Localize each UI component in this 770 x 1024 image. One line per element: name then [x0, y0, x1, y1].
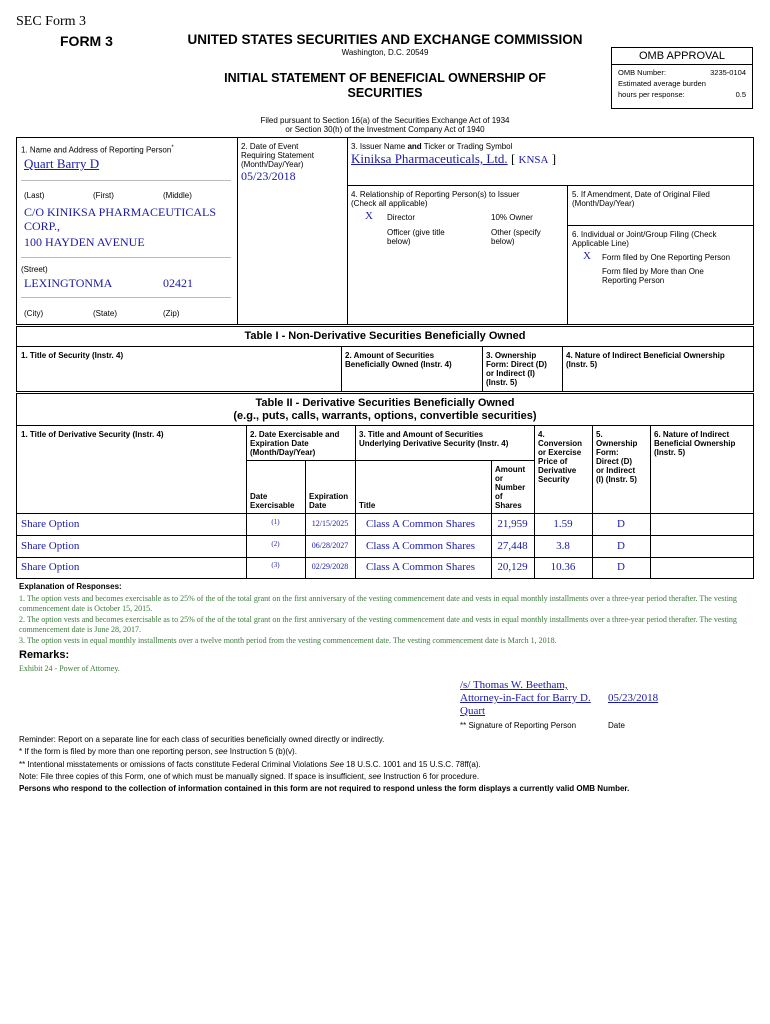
t2-col-nature: 6. Nature of Indirect Beneficial Ownership (Instr. 5)	[654, 430, 736, 457]
zip-label: (Zip)	[163, 309, 180, 318]
footnote-3: Note: File three copies of this Form, one of which must be manually signed. If space is insufficient, see Instruction 6 for procedure.	[19, 771, 480, 781]
director-check[interactable]: X	[365, 210, 373, 222]
more-person-label: Form filed by More than One Reporting Person	[602, 267, 704, 285]
t2-col-underlying: 3. Title and Amount of Securities Underlying Derivative Security (Instr. 4)	[359, 430, 509, 448]
city-value: LEXINGTON	[24, 276, 94, 290]
one-person-label: Form filed by One Reporting Person	[602, 253, 731, 262]
other-label: Other (specify below)	[491, 228, 541, 246]
t2-row2-footnote[interactable]: (2)	[271, 540, 280, 548]
omb-approval-box	[611, 47, 753, 109]
explanation-title: Explanation of Responses:	[19, 582, 122, 591]
filing-label: 6. Individual or Joint/Group Filing (Check Applicable Line)	[572, 230, 717, 248]
filed-pursuant: Filed pursuant to Section 16(a) of the Securities Exchange Act of 1934 or Section 30(h) of the Investment Company Act of 1940	[260, 116, 510, 134]
footnote-1: * If the form is filed by more than one reporting person, see Instruction 5 (b)(v).	[19, 747, 297, 757]
officer-label: Officer (give title below)	[387, 228, 445, 246]
issuer-line: Kiniksa Pharmaceuticals, Ltd. [ KNSA ]	[351, 151, 557, 166]
footer-notes	[19, 734, 754, 795]
commission-location: Washington, D.C. 20549	[341, 48, 429, 57]
state-value: MA	[93, 276, 113, 290]
t2-row1-form: D	[617, 518, 625, 530]
event-date: 05/23/2018	[241, 169, 296, 183]
t2-col-conversion: 4. Conversion or Exercise Price of Derivative Security	[538, 430, 583, 484]
reporting-person-label: 1. Name and Address of Reporting Person*	[21, 145, 174, 155]
t2-row1-shares: 21,959	[497, 518, 528, 530]
reminder: Reminder: Report on a separate line for each class of securities beneficially owned directly or indirectly.	[19, 735, 385, 744]
note-1: 1. The option vests and becomes exercisable as to 25% of the of the total grant on the first anniversary of the vesting commencement date and vests in equal monthly installments over a three-year period therafter. The vesting commencement date is October 15, 2015.	[19, 594, 737, 613]
t2-row2-underlying: Class A Common Shares	[366, 540, 476, 552]
director-label: Director	[387, 213, 416, 222]
state-label: (State)	[93, 309, 118, 318]
omb-title: OMB APPROVAL	[612, 48, 752, 65]
t2-sub-expiration: Expiration Date	[309, 492, 349, 510]
city-label: (City)	[24, 309, 44, 318]
t2-sub-title: Title	[359, 501, 376, 510]
footnote-2: ** Intentional misstatements or omissions of facts constitute Federal Criminal Violations See 18 U.S.C. 1001 and 15 U.S.C. 78ff(a).	[19, 759, 481, 769]
last-label: (Last)	[24, 191, 45, 200]
relationship-label: 4. Relationship of Reporting Person(s) to Issuer (Check all applicable)	[351, 190, 520, 208]
t2-row1-footnote[interactable]: (1)	[271, 518, 280, 526]
table-1-title: Table I - Non-Derivative Securities Beneficially Owned	[244, 330, 526, 342]
omb-hours-label: hours per response:	[618, 90, 685, 99]
t2-row3-underlying: Class A Common Shares	[366, 561, 476, 573]
issuer-label: 3. Issuer Name and Ticker or Trading Symbol	[351, 142, 513, 151]
one-person-check[interactable]: X	[583, 250, 591, 262]
issuer-name[interactable]: Kiniksa Pharmaceuticals, Ltd.	[351, 151, 508, 166]
t2-row1-underlying: Class A Common Shares	[366, 518, 476, 530]
omb-hours-value: 0.5	[735, 90, 746, 99]
remarks-title: Remarks:	[19, 649, 70, 661]
t2-row3-price: 10.36	[550, 561, 576, 573]
t2-row2-expiration: 06/28/2027	[311, 541, 349, 550]
t2-sub-amount: Amount or Number of Shares	[495, 465, 526, 510]
t2-row3-footnote[interactable]: (3)	[271, 561, 280, 569]
signature-date: 05/23/2018	[608, 692, 659, 704]
t2-row3-shares: 20,129	[497, 561, 528, 573]
street-label: (Street)	[21, 265, 48, 274]
t2-row2-shares: 27,448	[497, 540, 528, 552]
first-label: (First)	[93, 191, 114, 200]
address: C/O KINIKSA PHARMACEUTICALS CORP., 100 HAYDEN AVENUE	[24, 205, 217, 249]
commission-title: UNITED STATES SECURITIES AND EXCHANGE COMMISSION	[187, 32, 583, 47]
statement-title: INITIAL STATEMENT OF BENEFICIAL OWNERSHIP OF SECURITIES	[224, 71, 546, 100]
t2-row1-price: 1.59	[553, 518, 573, 530]
signature-label: ** Signature of Reporting Person	[460, 721, 577, 730]
signature-name: /s/ Thomas W. Beetham, Attorney-in-Fact for Barry D. Quart	[460, 679, 591, 717]
t2-row2-price: 3.8	[556, 540, 570, 552]
t2-row2-form: D	[617, 540, 625, 552]
t2-col-dates: 2. Date Exercisable and Expiration Date (Month/Day/Year)	[250, 430, 340, 457]
t2-row2-title: Share Option	[21, 540, 80, 552]
note-2: 2. The option vests and becomes exercisable as to 25% of the of the total grant on the first anniversary of the vesting commencement date and vests in equal monthly installments over a three-year period therafter. The vesting commencement date is June 28, 2017.	[19, 615, 737, 634]
explanation-notes	[19, 594, 754, 646]
t2-row3-title: Share Option	[21, 561, 80, 573]
zip-value: 02421	[163, 276, 193, 290]
form-number: FORM 3	[60, 33, 113, 49]
t1-col-ownership: 3. Ownership Form: Direct (D) or Indirect (I) (Instr. 5)	[486, 351, 547, 387]
issuer-ticker: KNSA	[518, 154, 549, 166]
t2-row1-title: Share Option	[21, 518, 80, 530]
middle-label: (Middle)	[163, 191, 192, 200]
t2-row3-form: D	[617, 561, 625, 573]
omb-burden-label: Estimated average burden	[618, 79, 706, 88]
ten-percent-label: 10% Owner	[491, 213, 533, 222]
remarks-text: Exhibit 24 - Power of Attorney.	[19, 664, 120, 673]
t2-col-ownership: 5. Ownership Form: Direct (D) or Indirect (I) (Instr. 5)	[596, 430, 638, 484]
t2-col-title: 1. Title of Derivative Security (Instr. 4)	[21, 430, 164, 439]
date-label: Date	[608, 721, 625, 730]
event-date-label: 2. Date of Event Requiring Statement (Month/Day/Year)	[241, 142, 314, 169]
t1-col-nature: 4. Nature of Indirect Beneficial Ownership (Instr. 5)	[566, 351, 725, 369]
sec-form-label: SEC Form 3	[16, 14, 87, 29]
omb-number-value: 3235-0104	[710, 68, 746, 77]
t1-col-title: 1. Title of Security (Instr. 4)	[21, 351, 124, 360]
t2-row3-expiration: 02/29/2028	[311, 562, 349, 571]
note-3: 3. The option vests in equal monthly installments over a twelve month period from the vesting commencement date. The vesting commencement date is March 1, 2018.	[19, 636, 557, 645]
t1-col-amount: 2. Amount of Securities Beneficially Owned (Instr. 4)	[345, 351, 452, 369]
t2-row1-expiration: 12/15/2025	[311, 519, 349, 528]
table-2-title: Table II - Derivative Securities Beneficially Owned (e.g., puts, calls, warrants, options, convertible securities)	[233, 397, 537, 422]
amendment-label: 5. If Amendment, Date of Original Filed (Month/Day/Year)	[572, 190, 710, 208]
omb-notice: Persons who respond to the collection of information contained in this form are not required to respond unless the form displays a currently valid OMB Number.	[19, 784, 630, 794]
omb-number-label: OMB Number:	[618, 68, 666, 77]
t2-sub-date-exercisable: Date Exercisable	[250, 492, 295, 510]
reporting-person-name[interactable]: Quart Barry D	[24, 156, 100, 171]
